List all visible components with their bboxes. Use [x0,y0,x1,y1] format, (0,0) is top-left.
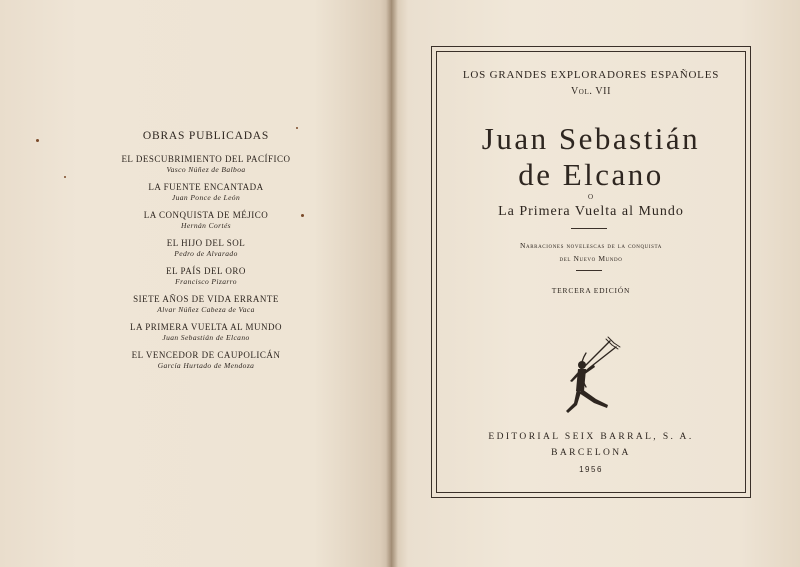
description-line-2: del Nuevo Mundo [559,254,623,263]
work-author: Juan Ponce de León [171,193,241,202]
divider-rule [571,228,607,229]
work-title: EL DESCUBRIMIENTO DEL PACÍFICO [121,154,291,164]
work-title: LA CONQUISTA DE MÉJICO [143,210,269,220]
paper-speck [36,139,39,142]
work-author: Pedro de Alvarado [174,249,238,258]
divider-rule [576,270,602,271]
publisher-name: EDITORIAL SEIX BARRAL, S. A. [488,432,694,442]
book-title-line-2: de Elcano [518,157,664,192]
title-connector: O [587,193,595,201]
edition-label: TERCERA EDICIÓN [551,286,631,295]
book-gutter [386,0,398,567]
book-title-line-1: Juan Sebastián [481,121,701,156]
list-item [100,265,312,287]
publisher-city: BARCELONA [551,448,631,458]
book-description [486,239,696,265]
description-line-1: Narraciones novelescas de la conquista [520,241,662,250]
list-item [100,321,312,343]
paper-speck [296,127,298,129]
list-item [100,153,312,175]
title-page [436,51,746,493]
publication-year: 1956 [579,465,603,474]
list-item [100,293,312,315]
list-item [100,181,312,203]
list-item [100,349,312,371]
work-author: Hernán Cortés [181,221,231,230]
work-author: Alvar Núñez Cabeza de Vaca [157,305,255,314]
work-author: Juan Sebastián de Elcano [162,333,250,342]
list-item [100,209,312,231]
published-works-heading: OBRAS PUBLICADAS [142,130,270,142]
volume-number: Vol. VII [570,86,612,97]
work-title: LA FUENTE ENCANTADA [148,182,264,192]
work-title: SIETE AÑOS DE VIDA ERRANTE [133,294,279,304]
list-item [100,237,312,259]
book-title [436,121,746,193]
series-name: LOS GRANDES EXPLORADORES ESPAÑOLES [462,69,720,81]
work-author: García Hurtado de Mendoza [157,361,255,370]
work-author: Vasco Núñez de Balboa [166,165,246,174]
paper-speck [64,176,66,178]
work-title: EL VENCEDOR DE CAUPOLICÁN [131,350,281,360]
work-title: EL HIJO DEL SOL [166,238,246,248]
book-subtitle: La Primera Vuelta al Mundo [498,204,684,219]
work-title: EL PAÍS DEL ORO [166,266,246,276]
work-author: Francisco Pizarro [175,277,237,286]
archer-figure-icon [562,335,624,421]
published-works-list [100,130,312,377]
work-title: LA PRIMERA VUELTA AL MUNDO [130,322,282,332]
